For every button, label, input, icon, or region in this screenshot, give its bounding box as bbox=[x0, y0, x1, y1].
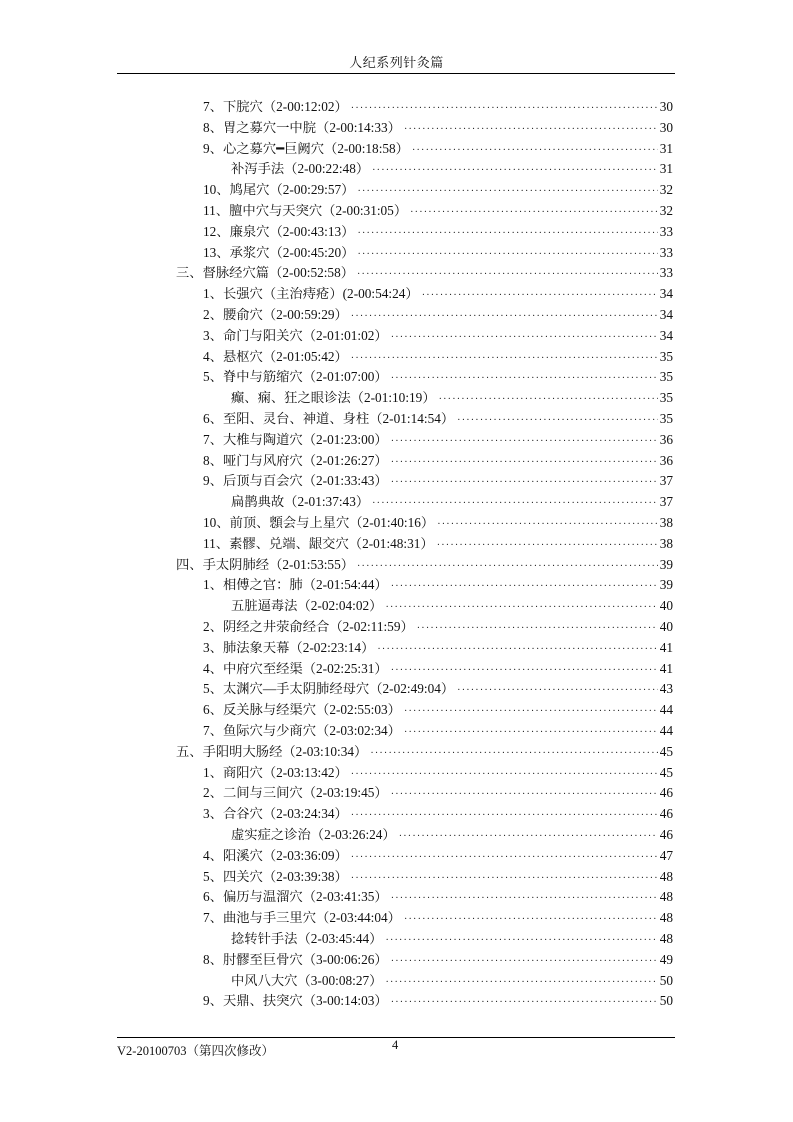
toc-entry-label: 7、曲池与手三里穴（2-03:44:04） bbox=[203, 910, 401, 926]
dot-leader bbox=[391, 997, 658, 1008]
toc-page-number: 33 bbox=[659, 244, 673, 260]
dot-leader bbox=[385, 935, 657, 946]
dot-leader bbox=[404, 124, 658, 135]
toc-entry-label: 6、反关脉与经渠穴（2-02:55:03） bbox=[203, 702, 401, 718]
toc-entry-label: 8、肘髎至巨骨穴（3-00:06:26） bbox=[203, 951, 388, 967]
toc-entry[interactable] bbox=[203, 470, 673, 490]
toc-entry-label: 中风八大穴（3-00:08:27） bbox=[231, 972, 383, 988]
header-divider bbox=[117, 73, 675, 74]
toc-entry[interactable] bbox=[203, 720, 673, 740]
toc-page-number: 37 bbox=[659, 494, 673, 510]
toc-entry-label: 12、廉泉穴（2-00:43:13） bbox=[203, 223, 355, 239]
toc-entry[interactable] bbox=[203, 886, 673, 906]
footer-version: V2-20100703（第四次修改） bbox=[117, 1044, 274, 1058]
toc-entry[interactable] bbox=[203, 346, 673, 366]
toc-entry[interactable] bbox=[203, 450, 673, 470]
toc-entry[interactable] bbox=[203, 512, 673, 532]
toc-entry[interactable] bbox=[203, 678, 673, 698]
toc-entry-label: 2、阴经之井荥俞经合（2-02:11:59） bbox=[203, 619, 414, 634]
toc-entry-label: 9、后顶与百会穴（2-01:33:43） bbox=[203, 473, 388, 489]
toc-page-number: 34 bbox=[659, 286, 673, 302]
dot-leader bbox=[391, 665, 658, 676]
toc-page-number: 30 bbox=[659, 99, 673, 114]
toc-page-number: 50 bbox=[659, 993, 673, 1009]
dot-leader bbox=[437, 519, 657, 530]
toc-entry-label: 五脏逼毒法（2-02:04:02） bbox=[231, 598, 383, 614]
dot-leader bbox=[351, 852, 658, 863]
dot-leader bbox=[404, 706, 658, 717]
toc-entry[interactable] bbox=[203, 949, 673, 969]
toc-page-number: 46 bbox=[659, 806, 673, 822]
toc-entry-label: 5、脊中与筋缩穴（2-01:07:00） bbox=[203, 369, 388, 385]
toc-entry-label: 1、相傅之官：肺（2-01:54:44） bbox=[203, 577, 388, 593]
dot-leader bbox=[357, 228, 657, 239]
toc-entry-label: 2、腰俞穴（2-00:59:29） bbox=[203, 307, 348, 322]
toc-page-number: 32 bbox=[659, 182, 673, 198]
dot-leader bbox=[372, 165, 658, 176]
toc-page-number: 35 bbox=[659, 348, 673, 364]
toc-entry[interactable] bbox=[203, 200, 673, 220]
toc-page-number: 35 bbox=[659, 390, 673, 406]
dot-leader bbox=[417, 623, 658, 634]
toc-subentry[interactable] bbox=[231, 970, 673, 990]
toc-entry-label: 5、太渊穴—手太阴肺经母穴（2-02:49:04） bbox=[203, 681, 455, 697]
toc-entry[interactable] bbox=[203, 408, 673, 428]
toc-entry-label: 9、天鼎、扶突穴（3-00:14:03） bbox=[203, 993, 388, 1009]
dot-leader bbox=[370, 748, 657, 759]
toc-page-number: 48 bbox=[659, 931, 673, 946]
toc-page-number: 37 bbox=[659, 473, 673, 489]
toc-entry[interactable] bbox=[203, 637, 673, 657]
toc-section-heading[interactable] bbox=[176, 554, 673, 574]
footer-page-number: 4 bbox=[392, 1038, 399, 1052]
dot-leader bbox=[391, 789, 658, 800]
dot-leader bbox=[351, 810, 658, 821]
toc-page-number: 48 bbox=[659, 889, 673, 905]
toc-page-number: 34 bbox=[659, 307, 673, 322]
toc-page-number: 50 bbox=[659, 972, 673, 988]
toc-entry[interactable] bbox=[203, 117, 673, 137]
dot-leader bbox=[372, 498, 658, 509]
dot-leader bbox=[391, 893, 658, 904]
toc-entry-label: 2、二间与三间穴（2-03:19:45） bbox=[203, 785, 388, 801]
toc-entry-label: 3、肺法象天幕（2-02:23:14） bbox=[203, 639, 375, 655]
toc-page-number: 31 bbox=[659, 140, 673, 156]
dot-leader bbox=[351, 311, 658, 322]
dot-leader bbox=[351, 103, 658, 114]
toc-page-number: 33 bbox=[659, 223, 673, 239]
toc-page-number: 38 bbox=[659, 515, 673, 530]
toc-page-number: 46 bbox=[659, 827, 673, 842]
toc-entry[interactable] bbox=[203, 366, 673, 386]
dot-leader bbox=[377, 644, 657, 655]
dot-leader bbox=[357, 249, 657, 260]
toc-page-number: 45 bbox=[659, 764, 673, 780]
toc-entry-label: 10、前顶、顖会与上星穴（2-01:40:16） bbox=[203, 515, 435, 530]
toc-entry[interactable] bbox=[203, 782, 673, 802]
toc-page-number: 30 bbox=[659, 119, 673, 135]
toc-entry[interactable] bbox=[203, 138, 673, 158]
dot-leader bbox=[391, 956, 658, 967]
toc-entry[interactable] bbox=[203, 762, 673, 782]
toc-entry-label: 9、心之募穴━巨阙穴（2-00:18:58） bbox=[203, 140, 409, 156]
toc-subentry[interactable] bbox=[231, 491, 673, 511]
toc-entry[interactable] bbox=[203, 179, 673, 199]
dot-leader bbox=[391, 457, 658, 468]
toc-entry[interactable] bbox=[203, 845, 673, 865]
toc-entry-label: 4、悬枢穴（2-01:05:42） bbox=[203, 348, 348, 364]
toc-page-number: 45 bbox=[659, 743, 673, 759]
toc-entry-label: 3、合谷穴（2-03:24:34） bbox=[203, 806, 348, 822]
toc-entry[interactable] bbox=[203, 990, 673, 1010]
toc-entry-label: 8、哑门与风府穴（2-01:26:27） bbox=[203, 452, 388, 468]
dot-leader bbox=[391, 332, 658, 343]
toc-page-number: 35 bbox=[659, 369, 673, 385]
dot-leader bbox=[391, 581, 658, 592]
toc-entry[interactable] bbox=[203, 803, 673, 823]
toc-subentry[interactable] bbox=[231, 595, 673, 615]
toc-entry-label: 11、素髎、兑端、龈交穴（2-01:48:31） bbox=[203, 535, 434, 551]
toc-entry[interactable] bbox=[203, 283, 673, 303]
toc-entry-label: 五、手阳明大肠经（2-03:10:34） bbox=[176, 743, 368, 759]
toc-section-heading[interactable] bbox=[176, 741, 673, 761]
toc-entry[interactable] bbox=[203, 907, 673, 927]
dot-leader bbox=[457, 415, 658, 426]
toc-page-number: 34 bbox=[659, 327, 673, 343]
toc-page-number: 32 bbox=[659, 203, 673, 218]
toc-page-number: 49 bbox=[659, 951, 673, 967]
dot-leader bbox=[437, 540, 658, 551]
toc-subentry[interactable] bbox=[231, 928, 673, 948]
toc-entry[interactable] bbox=[203, 574, 673, 594]
dot-leader bbox=[412, 145, 658, 156]
toc-entry-label: 7、下脘穴（2-00:12:02） bbox=[203, 99, 348, 114]
dot-leader bbox=[357, 186, 657, 197]
toc-entry-label: 5、四关穴（2-03:39:38） bbox=[203, 868, 348, 884]
toc-entry[interactable] bbox=[203, 866, 673, 886]
dot-leader bbox=[457, 685, 658, 696]
toc-entry[interactable] bbox=[203, 242, 673, 262]
toc-section-heading[interactable] bbox=[176, 262, 673, 282]
toc-entry-label: 7、鱼际穴与少商穴（2-03:02:34） bbox=[203, 723, 401, 738]
toc-entry-label: 1、长强穴（主治痔疮）(2-00:54:24） bbox=[203, 286, 419, 302]
toc-entry[interactable] bbox=[203, 96, 673, 116]
toc-entry[interactable] bbox=[203, 699, 673, 719]
toc-page-number: 41 bbox=[659, 639, 673, 655]
dot-leader bbox=[385, 602, 657, 613]
dot-leader bbox=[439, 394, 658, 405]
toc-entry-label: 癫、痫、狂之眼诊法（2-01:10:19） bbox=[231, 390, 436, 406]
toc-subentry[interactable] bbox=[231, 824, 673, 844]
toc-entry-label: 1、商阳穴（2-03:13:42） bbox=[203, 764, 348, 780]
toc-page-number: 44 bbox=[659, 723, 673, 738]
toc-entry-label: 扁鹊典故（2-01:37:43） bbox=[231, 494, 370, 510]
dot-leader bbox=[391, 436, 658, 447]
toc-entry-label: 补泻手法（2-00:22:48） bbox=[231, 161, 370, 177]
toc-page-number: 39 bbox=[659, 556, 673, 572]
toc-subentry[interactable] bbox=[231, 387, 673, 407]
toc-entry[interactable] bbox=[203, 533, 673, 553]
toc-page-number: 40 bbox=[659, 619, 673, 634]
toc-entry-label: 虚实症之诊治（2-03:26:24） bbox=[231, 827, 396, 842]
toc-entry-label: 4、中府穴至经渠（2-02:25:31） bbox=[203, 660, 388, 676]
dot-leader bbox=[351, 769, 658, 780]
dot-leader bbox=[351, 873, 658, 884]
toc-entry-label: 6、至阳、灵台、神道、身柱（2-01:14:54） bbox=[203, 411, 455, 426]
toc-page-number: 39 bbox=[659, 577, 673, 593]
toc-page-number: 35 bbox=[659, 411, 673, 426]
toc-page-number: 48 bbox=[659, 910, 673, 926]
toc-page-number: 33 bbox=[659, 265, 673, 281]
toc-page-number: 36 bbox=[659, 452, 673, 468]
dot-leader bbox=[404, 914, 658, 925]
toc-entry[interactable] bbox=[203, 304, 673, 324]
toc-entry-label: 三、督脉经穴篇（2-00:52:58） bbox=[176, 265, 355, 281]
toc-page-number: 43 bbox=[659, 681, 673, 697]
toc-page-number: 31 bbox=[659, 161, 673, 177]
toc-entry-label: 7、大椎与陶道穴（2-01:23:00） bbox=[203, 431, 388, 447]
toc-subentry[interactable] bbox=[231, 158, 673, 178]
dot-leader bbox=[357, 561, 658, 572]
toc-page-number: 48 bbox=[659, 868, 673, 884]
toc-page-number: 36 bbox=[659, 431, 673, 447]
toc-entry-label: 13、承浆穴（2-00:45:20） bbox=[203, 244, 355, 260]
dot-leader bbox=[410, 207, 658, 218]
dot-leader bbox=[391, 373, 658, 384]
toc-entry-label: 3、命门与阳关穴（2-01:01:02） bbox=[203, 327, 388, 343]
toc-entry-label: 捻转针手法（2-03:45:44） bbox=[231, 931, 383, 946]
dot-leader bbox=[385, 977, 657, 988]
toc-entry[interactable] bbox=[203, 429, 673, 449]
toc-entry-label: 11、膻中穴与天突穴（2-00:31:05） bbox=[203, 203, 408, 218]
dot-leader bbox=[351, 353, 658, 364]
toc-entry-label: 4、阳溪穴（2-03:36:09） bbox=[203, 847, 348, 863]
toc-entry-label: 10、鸠尾穴（2-00:29:57） bbox=[203, 182, 355, 198]
toc-page-number: 41 bbox=[659, 660, 673, 676]
dot-leader bbox=[422, 290, 658, 301]
running-header-title: 人纪系列针灸篇 bbox=[349, 55, 444, 70]
toc-page-number: 40 bbox=[659, 598, 673, 614]
toc-entry-label: 8、胃之募穴一中脘（2-00:14:33） bbox=[203, 119, 401, 135]
dot-leader bbox=[357, 269, 658, 280]
toc-entry[interactable] bbox=[203, 221, 673, 241]
toc-entry[interactable] bbox=[203, 616, 673, 636]
toc-page-number: 46 bbox=[659, 785, 673, 801]
toc-page-number: 47 bbox=[659, 847, 673, 863]
toc-page-number: 38 bbox=[659, 535, 673, 551]
toc-page-number: 44 bbox=[659, 702, 673, 718]
dot-leader bbox=[404, 727, 658, 738]
dot-leader bbox=[391, 477, 658, 488]
toc-entry[interactable] bbox=[203, 325, 673, 345]
dot-leader bbox=[399, 831, 658, 842]
toc-entry-label: 四、手太阴肺经（2-01:53:55） bbox=[176, 556, 355, 572]
toc-entry[interactable] bbox=[203, 658, 673, 678]
toc-entry-label: 6、偏历与温溜穴（2-03:41:35） bbox=[203, 889, 388, 905]
